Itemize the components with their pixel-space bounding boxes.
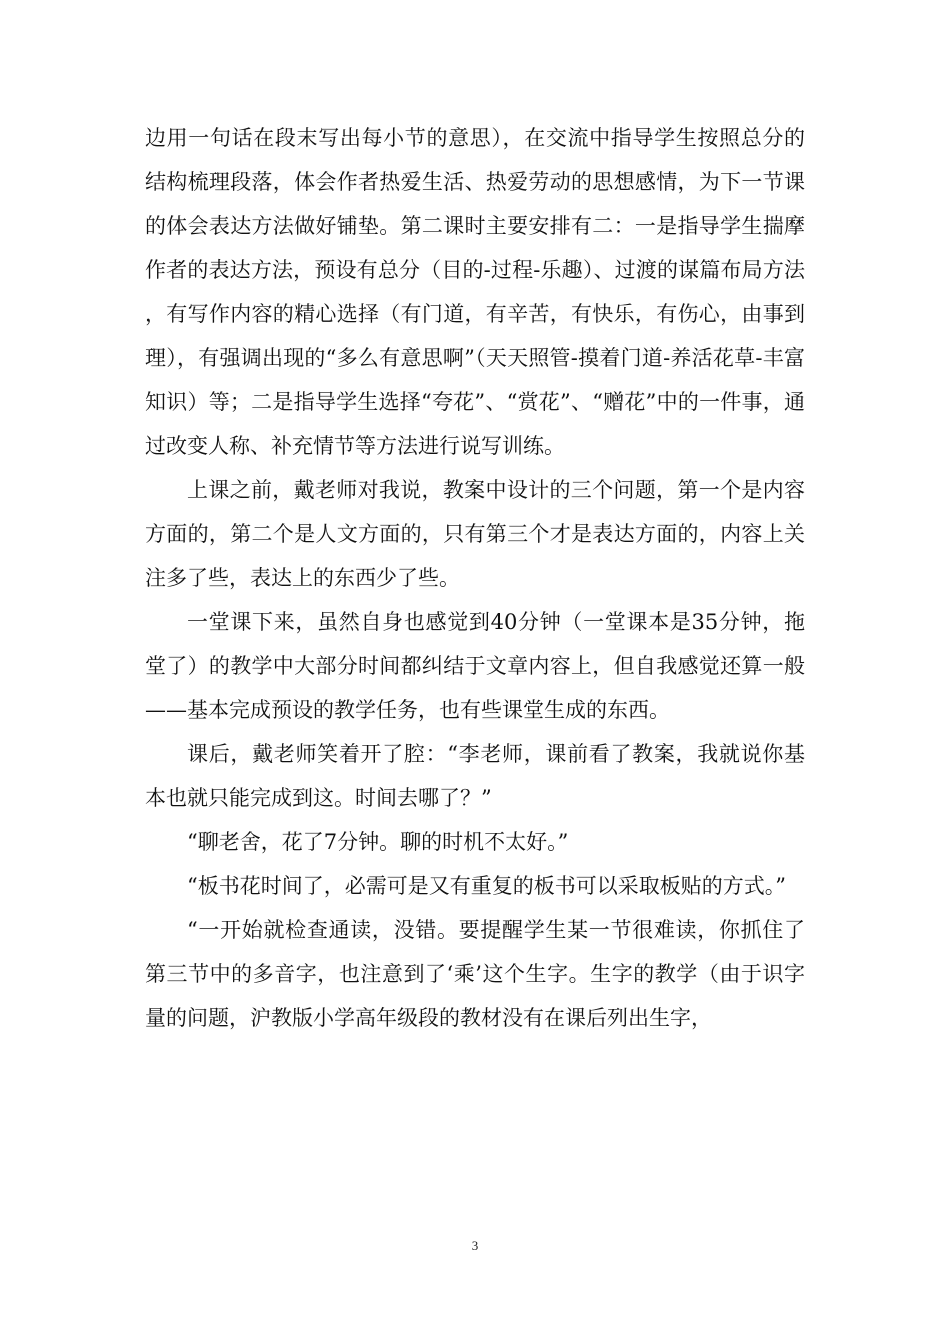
paragraph-2: 上课之前，戴老师对我说，教案中设计的三个问题，第一个是内容方面的，第二个是人文方面的，只有第三个才是表达方面的，内容上关注多了些，表达上的东西少了些。 — [145, 478, 805, 590]
page-number: 3 — [471, 1238, 479, 1253]
paragraph-1: 边用一句话在段末写出每小节的意思），在交流中指导学生按照总分的结构梳理段落，体会作者热爱生活、热爱劳动的思想感情，为下一节课的体会表达方法做好铺垫。第二课时主要安排有二：一是指导学生揣摩作者的表达方法，预设有总分（目的-过程-乐趣）、过渡的谋篇布局方法，有写作内容的精心选择（有门道，有辛苦，有快乐，有伤心，由事到理），有强调出现的“多么有意思啊”（天天照管-摸着门道-养活花草-丰富知识）等；二是指导学生选择“夸花”、“赏花”、“赠花”中的一件事，通过改变人称、补充情节等方法进行说写训练。 — [145, 126, 805, 458]
paragraph-5: “聊老舍，花了7分钟。聊的时机不太好。” — [187, 830, 569, 854]
paragraph-3: 一堂课下来，虽然自身也感觉到40分钟（一堂课本是35分钟，拖堂了）的教学中大部分时间都纠结于文章内容上，但自我感觉还算一般——基本完成预设的教学任务，也有些课堂生成的东西。 — [145, 610, 805, 722]
paragraph-7: “一开始就检查通读，没错。要提醒学生某一节很难读，你抓住了第三节中的多音字，也注意到了‘乘’这个生字。生字的教学（由于识字量的问题，沪教版小学高年级段的教材没有在课后列出生字， — [145, 918, 805, 1030]
paragraph-4: 课后，戴老师笑着开了腔：“李老师，课前看了教案，我就说你基本也就只能完成到这。时间去哪了？” — [145, 742, 805, 810]
body-text — [145, 116, 805, 1040]
paragraph-6: “板书花时间了，必需可是又有重复的板书可以采取板贴的方式。” — [187, 874, 786, 898]
